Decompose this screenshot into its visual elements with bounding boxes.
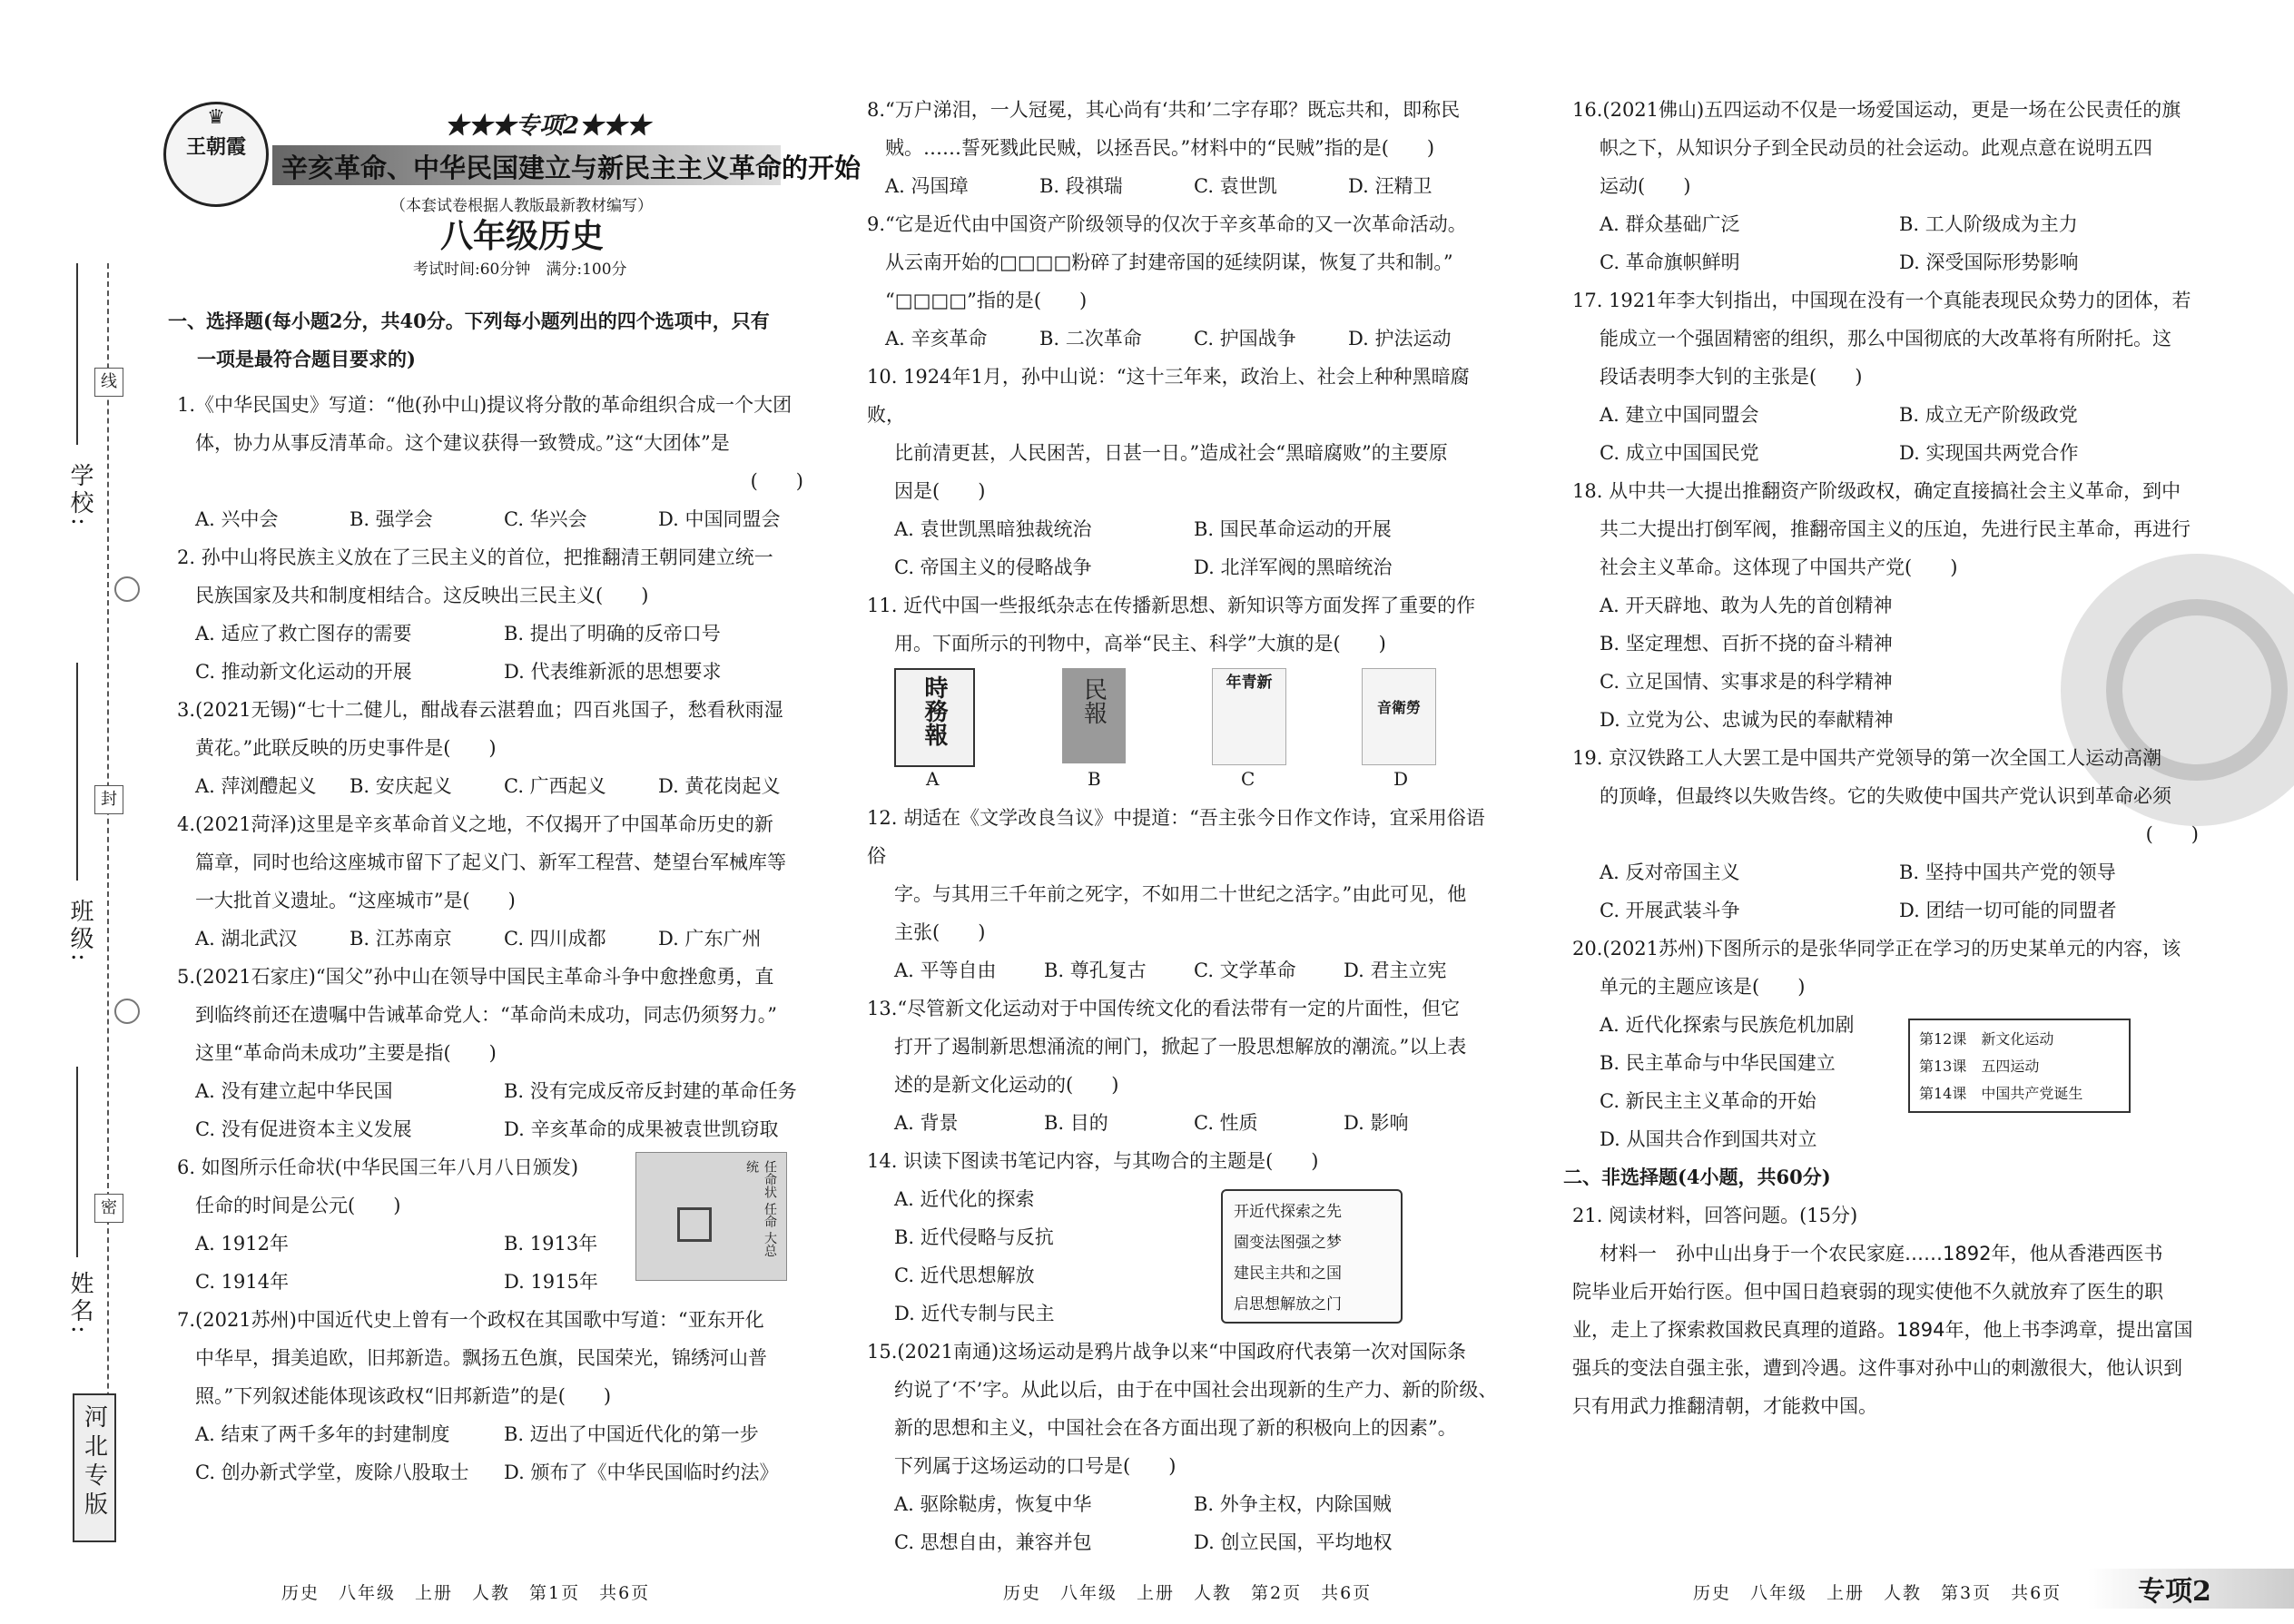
option-b[interactable]: B. 尊孔复古 <box>1044 960 1147 981</box>
option-c[interactable]: C. 性质 <box>1194 1112 1258 1134</box>
school-label: 学校: <box>66 463 94 529</box>
class-label: 班级: <box>66 899 94 965</box>
option-b[interactable]: B. 近代侵略与反抗 <box>894 1226 1054 1248</box>
q4-line: 篇章，同时也给这座城市留下了起义门、新军工程营、楚望台军械库等 <box>195 851 786 873</box>
edition-badge <box>73 1393 116 1542</box>
xinqingnian-cover-image <box>1212 668 1286 765</box>
page-title: 辛亥革命、中华民国建立与新民主主义革命的开始 <box>281 153 861 183</box>
option-a[interactable]: A. 背景 <box>894 1112 959 1134</box>
q16-line: 运动( ) <box>1600 175 1691 197</box>
binding-line <box>107 263 109 1507</box>
reading-note-scroll <box>1221 1189 1403 1324</box>
q2-line: 2. 孙中山将民族主义放在了三民主义的首位，把推翻清王朝同建立统一 <box>177 546 773 568</box>
option-c[interactable]: C. 立足国情、实事求是的科学精神 <box>1600 671 1893 693</box>
option-a[interactable]: A. 建立中国同盟会 <box>1600 404 1759 426</box>
section1-title: 一、选择题(每小题2分，共40分。下列每小题列出的四个选项中，只有 <box>168 310 770 332</box>
q10-line: 因是( ) <box>894 480 986 502</box>
option-c[interactable]: C. 成立中国国民党 <box>1600 442 1759 464</box>
page-footer-1: 历史 八年级 上册 人教 第1页 共6页 <box>281 1583 651 1603</box>
option-d[interactable]: D. 汪精卫 <box>1348 175 1433 197</box>
option-c[interactable]: C. 护国战争 <box>1194 328 1296 349</box>
q15-options <box>867 1485 1502 1561</box>
brand-logo <box>163 102 269 207</box>
q11-line: 用。下面所示的刊物中，高举“民主、科学”大旗的是( ) <box>894 633 1386 655</box>
q10-line: 10. 1924年1月，孙中山说：“这十三年来，政治上、社会上种种黑暗腐败， <box>867 366 1470 426</box>
option-c[interactable]: C. 文学革命 <box>1194 960 1296 981</box>
q15-line: 下列属于这场运动的口号是( ) <box>894 1455 1177 1477</box>
question-18 <box>1572 472 2208 739</box>
option-a[interactable]: A. 驱除鞑虏，恢复中华 <box>894 1493 1092 1515</box>
option-b[interactable]: B <box>1088 768 1101 790</box>
option-c[interactable]: C. 开展武装斗争 <box>1600 900 1740 921</box>
option-b[interactable]: B. 没有完成反帝反封建的革命任务 <box>504 1080 797 1102</box>
option-a[interactable]: A. 没有建立起中华民国 <box>195 1080 393 1102</box>
option-a[interactable]: A. 兴中会 <box>195 508 279 530</box>
minbao-cover-image <box>1062 668 1126 763</box>
q7-line: 中华早，揖美追欧，旧邦新造。飘扬五色旗，民国荣光，锦绣河山普 <box>195 1347 767 1369</box>
option-d[interactable]: D. 代表维新派的思想要求 <box>504 661 722 683</box>
q6-line: 6. 如图所示任命状(中华民国三年八月八日颁发) <box>177 1156 579 1178</box>
question-6 <box>177 1148 812 1301</box>
q1-line: 体，协力从事反清革命。这个建议获得一致赞成。”这“大团体”是 <box>195 432 730 454</box>
q17-line: 能成立一个强固精密的组织，那么中国彻底的大改革将有所附托。这 <box>1600 328 2171 349</box>
option-c[interactable]: C. 新民主主义革命的开始 <box>1600 1090 1816 1112</box>
seal-mark-2: 封 <box>94 785 123 814</box>
q20-line: 20.(2021苏州)下图所示的是张华同学正在学习的历史某单元的内容，该 <box>1572 938 2181 960</box>
option-c[interactable]: C. 没有促进资本主义发展 <box>195 1118 412 1140</box>
q13-line: 13.“尽管新文化运动对于中国传统文化的看法带有一定的片面性，但它 <box>867 998 1461 1019</box>
appointment-certificate-image <box>635 1152 787 1281</box>
option-b[interactable]: B. 段祺瑞 <box>1039 175 1123 197</box>
option-c[interactable]: C. 近代思想解放 <box>894 1265 1035 1286</box>
unit-lesson: 第13课 五四运动 <box>1919 1058 2040 1075</box>
q15-line: 新的思想和主义，中国社会在各方面出现了新的积极向上的因素”。 <box>894 1417 1457 1439</box>
q5-line: 5.(2021石家庄)“国父”孙中山在领导中国民主革命斗争中愈挫愈勇，直 <box>177 966 774 988</box>
q16-line: 帜之下，从知识分子到全民动员的社会运动。此观点意在说明五四 <box>1600 137 2152 159</box>
q21-material: 业，走上了探索救国救民真理的道路。1894年，他上书李鸿章，提出富国 <box>1572 1319 2193 1341</box>
q3-line: 3.(2021无锡)“七十二健儿，酣战春云湛碧血；四百兆国子，愁看秋雨湿 <box>177 699 783 721</box>
edition-text: 河北专版 <box>80 1404 108 1521</box>
q13-options <box>867 1104 1502 1142</box>
q4-line: 一大批首义遗址。“这座城市”是( ) <box>195 890 516 911</box>
option-b[interactable]: B. 国民革命运动的开展 <box>1194 518 1392 540</box>
question-8 <box>867 91 1502 205</box>
option-c[interactable]: C. 帝国主义的侵略战争 <box>894 556 1092 578</box>
q21-material: 只有用武力推翻清朝，才能救中国。 <box>1572 1395 1877 1417</box>
q7-line: 照。”下列叙述能体现该政权“旧邦新造”的是( ) <box>195 1385 612 1407</box>
q16-options <box>1572 205 2208 281</box>
q19-line: 19. 京汉铁路工人大罢工是中国共产党领导的第一次全国工人运动高潮 <box>1572 747 2162 769</box>
option-b[interactable]: B. 强学会 <box>350 508 433 530</box>
question-14 <box>867 1142 1502 1333</box>
option-d[interactable]: D. 护法运动 <box>1348 328 1452 349</box>
option-b[interactable]: B. 民主革命与中华民国建立 <box>1600 1052 1836 1074</box>
q19-answer-blank: ( ) <box>2145 823 2199 845</box>
certificate-text: 任命状 任命 大总统 <box>744 1160 777 1257</box>
q13-line: 述的是新文化运动的( ) <box>894 1074 1119 1096</box>
option-b[interactable]: B. 目的 <box>1044 1112 1108 1134</box>
certificate-seal-icon <box>677 1207 712 1242</box>
question-13 <box>867 989 1502 1142</box>
option-d[interactable]: D. 广东广州 <box>658 928 762 950</box>
unit-lesson: 第14课 中国共产党诞生 <box>1919 1085 2083 1102</box>
q13-line: 打开了遏制新思想涌流的闸门，掀起了一股思想解放的潮流。”以上表 <box>894 1036 1467 1058</box>
q12-line: 主张( ) <box>894 921 986 943</box>
option-d[interactable]: D <box>1393 768 1409 790</box>
question-11 <box>867 586 1502 799</box>
question-10 <box>867 358 1502 586</box>
question-3 <box>177 691 812 805</box>
logo-text: 王朝霞 <box>185 135 246 159</box>
question-17 <box>1572 281 2208 472</box>
question-12 <box>867 799 1502 989</box>
cover-title: 音衛勞 <box>1376 699 1421 716</box>
question-2 <box>177 538 812 691</box>
q3-options <box>177 767 812 805</box>
q2-line: 民族国家及共和制度相结合。这反映出三民主义( ) <box>195 585 649 606</box>
option-d[interactable]: D. 北洋军阀的黑暗统治 <box>1194 556 1393 578</box>
q17-line: 段话表明李大钊的主张是( ) <box>1600 366 1863 388</box>
q2-options <box>177 615 812 691</box>
q10-line: 比前清更甚，人民困苦，日甚一日。”造成社会“黑暗腐败”的主要原 <box>894 442 1448 464</box>
q8-line: 贼。……誓死戮此民贼，以拯吾民。”材料中的“民贼”指的是( ) <box>885 137 1435 159</box>
option-b[interactable]: B. 坚定理想、百折不挠的奋斗精神 <box>1600 633 1893 655</box>
option-a[interactable]: A. 1912年 <box>195 1233 289 1255</box>
exam-info: 考试时间:60分钟 满分:100分 <box>413 261 627 279</box>
q8-options <box>867 167 1502 205</box>
cover-title: 時務報 <box>921 675 948 746</box>
option-d[interactable]: D. 团结一切可能的同盟者 <box>1899 900 2117 921</box>
question-15 <box>867 1333 1502 1561</box>
name-blank <box>76 1067 78 1257</box>
option-c[interactable]: C. 四川成都 <box>504 928 606 950</box>
footer-tag: 专项2 <box>2138 1576 2211 1608</box>
school-blank <box>76 263 78 445</box>
option-d[interactable]: D. 君主立宪 <box>1344 960 1447 981</box>
option-d[interactable]: D. 立党为公、忠诚为民的奉献精神 <box>1600 709 1894 731</box>
option-d[interactable]: D. 深受国际形势影响 <box>1899 251 2079 273</box>
option-b[interactable]: B. 二次革命 <box>1039 328 1142 349</box>
option-c[interactable]: C. 华兴会 <box>504 508 587 530</box>
option-a[interactable]: A. 反对帝国主义 <box>1600 861 1740 883</box>
q21-material: 院毕业后开始行医。但中国日趋衰弱的现实使他不久就放弃了医生的职 <box>1572 1281 2163 1303</box>
question-9 <box>867 205 1502 358</box>
q17-options <box>1572 396 2208 472</box>
option-a[interactable]: A. 平等自由 <box>894 960 997 981</box>
seal-mark-1: 线 <box>94 368 123 397</box>
option-a[interactable]: A. 结束了两千多年的封建制度 <box>195 1423 450 1445</box>
special-tag: ★★★专项2★★★ <box>445 113 651 140</box>
option-a[interactable]: A. 适应了救亡图存的需要 <box>195 623 412 645</box>
note-line: 开近代探索之先 <box>1234 1203 1342 1221</box>
q4-line: 4.(2021菏泽)这里是辛亥革命首义之地，不仅揭开了中国革命历史的新 <box>177 813 773 835</box>
q1-answer-blank: ( ) <box>750 470 803 492</box>
option-d[interactable]: D. 颁布了《中华民国临时约法》 <box>504 1462 779 1483</box>
question-16 <box>1572 91 2208 281</box>
question-7 <box>177 1301 812 1491</box>
q3-line: 黄花。”此联反映的历史事件是( ) <box>195 737 497 759</box>
option-c[interactable]: C. 推动新文化运动的开展 <box>195 661 412 683</box>
crown-icon: ♛ <box>207 106 225 129</box>
q1-line: 1.《中华民国史》写道：“他(孙中山)提议将分散的革命组织合成一个大团 <box>177 394 793 416</box>
q11-images <box>867 663 1502 799</box>
q12-line: 12. 胡适在《文学改良刍议》中提道：“吾主张今日作文作诗，宜采用俗语俗 <box>867 807 1485 867</box>
option-d[interactable]: D. 辛亥革命的成果被袁世凯窃取 <box>504 1118 779 1140</box>
q5-line: 到临终前还在遗嘱中告诫革命党人：“革命尚未成功，同志仍须努力。” <box>195 1004 777 1026</box>
q10-options <box>867 510 1502 586</box>
option-d[interactable]: D. 从国共合作到国共对立 <box>1600 1128 1817 1150</box>
column-2 <box>867 91 1502 1561</box>
option-a[interactable]: A. 冯国璋 <box>885 175 969 197</box>
option-a[interactable]: A. 近代化的探索 <box>894 1188 1035 1210</box>
option-b[interactable]: B. 1913年 <box>504 1233 598 1255</box>
q11-line: 11. 近代中国一些报纸杂志在传播新思想、新知识等方面发挥了重要的作 <box>867 595 1476 616</box>
option-a[interactable]: A. 萍浏醴起义 <box>195 775 317 797</box>
q8-line: 8.“万户涕泪，一人冠冕，其心尚有‘共和’二字存耶？既忘共和，即称民 <box>867 99 1461 121</box>
option-d[interactable]: D. 黄花岗起义 <box>658 775 781 797</box>
question-1 <box>177 386 812 538</box>
option-b[interactable]: B. 工人阶级成为主力 <box>1899 213 2078 235</box>
q7-options <box>177 1415 812 1491</box>
subject-title: 八年级历史 <box>440 218 605 255</box>
note-line: 建民主共和之国 <box>1234 1265 1342 1283</box>
note-line: 園变法图强之梦 <box>1234 1234 1342 1252</box>
q15-line: 约说了‘不’字。从此以后，由于在中国社会出现新的生产力、新的阶级、 <box>894 1379 1498 1401</box>
option-c[interactable]: C. 广西起义 <box>504 775 606 797</box>
question-19 <box>1572 739 2208 930</box>
q18-line: 共二大提出打倒军阀，推翻帝国主义的压迫，先进行民主革命，再进行 <box>1600 518 2191 540</box>
question-21 <box>1572 1196 2208 1425</box>
page-subtitle: （本套试卷根据人教版最新教材编写） <box>390 197 653 215</box>
option-a[interactable]: A <box>926 768 940 790</box>
laodongyin-cover-image <box>1362 668 1436 765</box>
name-label: 姓名: <box>66 1271 94 1337</box>
class-blank <box>76 663 78 881</box>
page-footer-3: 历史 八年级 上册 人教 第3页 共6页 <box>1693 1583 2063 1603</box>
option-b[interactable]: B. 成立无产阶级政党 <box>1899 404 2078 426</box>
option-c[interactable]: C. 袁世凯 <box>1194 175 1277 197</box>
column-3 <box>1563 91 2208 1425</box>
q12-line: 字。与其用三千年前之死字，不如用二十世纪之活字。”由此可见，他 <box>894 883 1467 905</box>
option-c[interactable]: C. 思想自由，兼容并包 <box>894 1531 1092 1553</box>
q21-material: 材料一 孙中山出身于一个农民家庭……1892年，他从香港西医书 <box>1600 1243 2163 1265</box>
page-footer-2: 历史 八年级 上册 人教 第2页 共6页 <box>1003 1583 1373 1603</box>
unit-contents-box <box>1908 1019 2131 1113</box>
question-4 <box>177 805 812 958</box>
option-a[interactable]: A. 辛亥革命 <box>885 328 988 349</box>
option-d[interactable]: D. 1915年 <box>504 1271 598 1293</box>
option-d[interactable]: D. 中国同盟会 <box>658 508 781 530</box>
seal-mark-3: 密 <box>94 1194 123 1223</box>
note-line: 启思想解放之门 <box>1234 1295 1342 1314</box>
q7-line: 7.(2021苏州)中国近代史上曾有一个政权在其国歌中写道：“亚东开化 <box>177 1309 764 1331</box>
q18-line: 18. 从中共一大提出推翻资产阶级政权，确定直接搞社会主义革命，到中 <box>1572 480 2181 502</box>
option-b[interactable]: B. 提出了明确的反帝口号 <box>504 623 721 645</box>
q1-options <box>177 500 812 538</box>
option-c[interactable]: C. 1914年 <box>195 1271 290 1293</box>
q20-line: 单元的主题应该是( ) <box>1600 976 1806 998</box>
option-d[interactable]: D. 创立民国，平均地权 <box>1194 1531 1393 1553</box>
q9-options <box>867 320 1502 358</box>
q17-line: 17. 1921年李大钊指出，中国现在没有一个真能表现民众势力的团体，若 <box>1572 290 2191 311</box>
punch-hole-icon <box>114 999 140 1024</box>
q19-line: 的顶峰，但最终以失败告终。它的失败使中国共产党认识到革命必须 <box>1600 785 2171 807</box>
option-b[interactable]: B. 江苏南京 <box>350 928 452 950</box>
q12-options <box>867 951 1502 989</box>
q4-options <box>177 920 812 958</box>
q15-line: 15.(2021南通)这场运动是鸦片战争以来“中国政府代表第一次对国际条 <box>867 1341 1466 1363</box>
option-b[interactable]: B. 外争主权，内除国贼 <box>1194 1493 1392 1515</box>
q21-material: 强兵的变法自强主张，遭到冷遇。这件事对孙中山的刺激很大，他认识到 <box>1572 1357 2182 1379</box>
punch-hole-icon <box>114 576 140 602</box>
q18-line: 社会主义革命。这体现了中国共产党( ) <box>1600 556 1958 578</box>
option-a[interactable]: A. 开天辟地、敢为人先的首创精神 <box>1600 595 1893 616</box>
cover-title: 民報 <box>1079 677 1108 724</box>
shiwubao-cover-image <box>894 668 975 767</box>
section2-title: 二、非选择题(4小题，共60分) <box>1563 1166 1831 1188</box>
option-b[interactable]: B. 安庆起义 <box>350 775 452 797</box>
question-20 <box>1572 930 2208 1158</box>
option-a[interactable]: A. 群众基础广泛 <box>1600 213 1740 235</box>
option-c[interactable]: C. 创办新式学堂，废除八股取士 <box>195 1462 469 1483</box>
option-d[interactable]: D. 近代专制与民主 <box>894 1303 1055 1324</box>
option-c[interactable]: C <box>1241 768 1255 790</box>
column-1 <box>168 302 812 1491</box>
q6-line: 任命的时间是公元( ) <box>195 1195 401 1216</box>
q5-options <box>177 1072 812 1148</box>
option-d[interactable]: D. 实现国共两党合作 <box>1899 442 2079 464</box>
q9-line: 9.“它是近代由中国资产阶级领导的仅次于辛亥革命的又一次革命活动。 <box>867 213 1467 235</box>
unit-lesson: 第12课 新文化运动 <box>1919 1030 2054 1048</box>
option-d[interactable]: D. 影响 <box>1344 1112 1409 1134</box>
option-a[interactable]: A. 湖北武汉 <box>195 928 298 950</box>
q6-options <box>177 1225 667 1301</box>
q9-line: 从云南开始的□□□□粉碎了封建帝国的延续阴谋，恢复了共和制。” <box>885 251 1453 273</box>
q14-line: 14. 识读下图读书笔记内容，与其吻合的主题是( ) <box>867 1150 1319 1172</box>
option-b[interactable]: B. 坚持中国共产党的领导 <box>1899 861 2116 883</box>
question-5 <box>177 958 812 1148</box>
option-a[interactable]: A. 近代化探索与民族危机加剧 <box>1600 1014 1855 1036</box>
section1-title-cont: 一项是最符合题目要求的) <box>197 348 416 370</box>
q16-line: 16.(2021佛山)五四运动不仅是一场爱国运动，更是一场在公民责任的旗 <box>1572 99 2181 121</box>
cover-title: 年青新 <box>1226 674 1273 692</box>
option-a[interactable]: A. 袁世凯黑暗独裁统治 <box>894 518 1092 540</box>
option-b[interactable]: B. 迈出了中国近代化的第一步 <box>504 1423 759 1445</box>
q9-line: “□□□□”指的是( ) <box>885 290 1088 311</box>
option-c[interactable]: C. 革命旗帜鲜明 <box>1600 251 1740 273</box>
q5-line: 这里“革命尚未成功”主要是指( ) <box>195 1042 497 1064</box>
q19-options <box>1572 853 2208 930</box>
q21-line: 21. 阅读材料，回答问题。(15分) <box>1572 1205 1858 1226</box>
